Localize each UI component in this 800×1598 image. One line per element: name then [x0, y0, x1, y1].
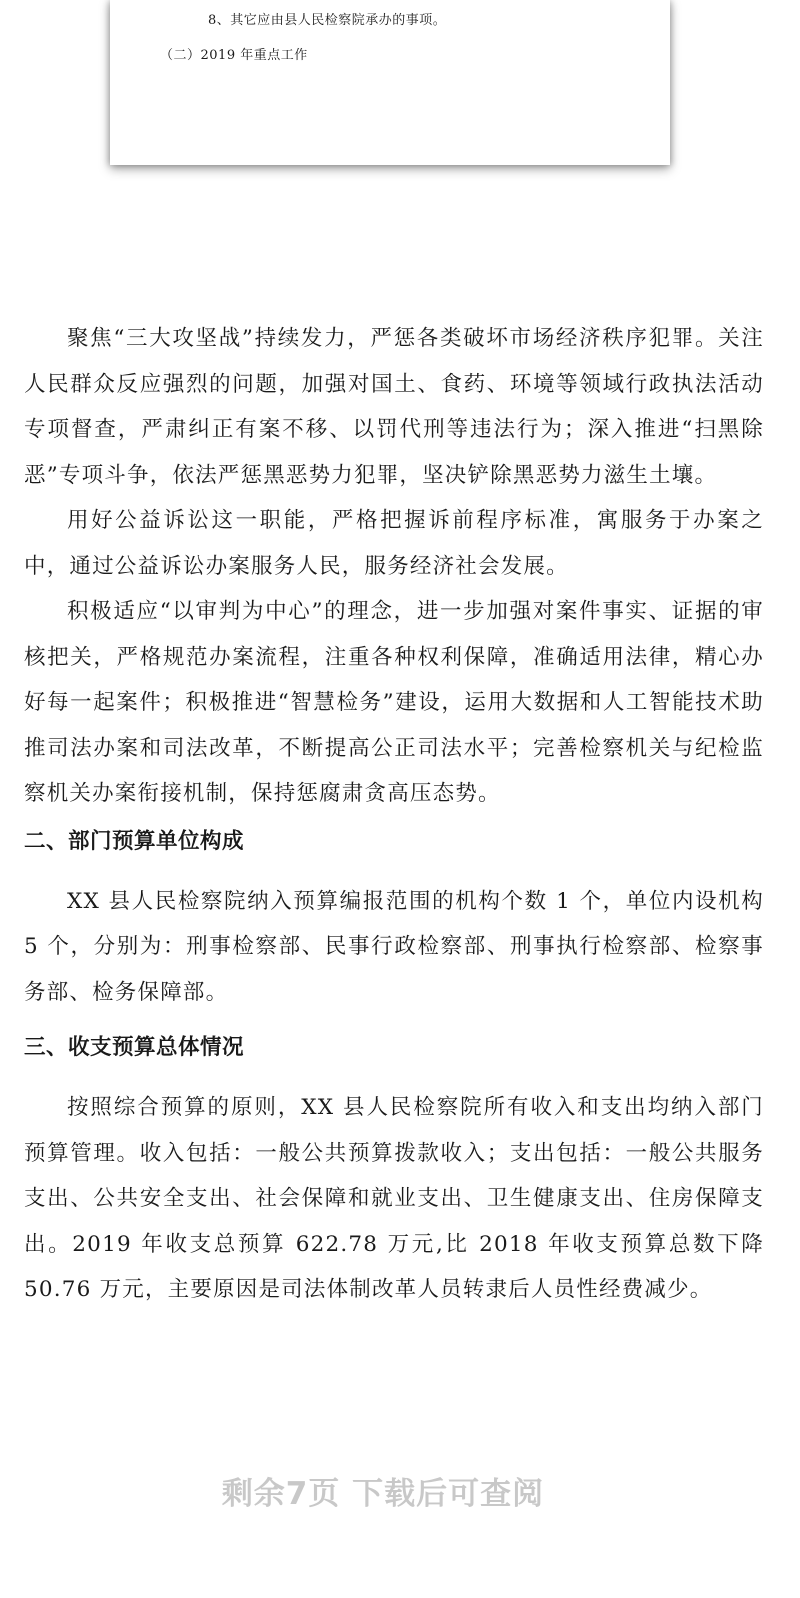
section-heading-budget-overview: 三、收支预算总体情况	[24, 1035, 245, 1060]
paragraph-trial-centered: 积极适应“以审判为中心”的理念，进一步加强对案件事实、证据的审核把关，严格规范办案流程，注重各种权利保障，准确适用法律，精心办好每一起案件；积极推进“智慧检务”建设，运用大数据和人工智能技术助推司法办案和司法改革，不断提高公正司法水平；完善检察机关与纪检监察机关办案衔接机制，保持惩腐肃贪高压态势。	[24, 599, 764, 806]
paragraph-budget-units: XX 县人民检察院纳入预算编报范围的机构个数 1 个，单位内设机构 5 个，分别为：刑事检察部、民事行政检察部、刑事执行检察部、检察事务部、检务保障部。	[24, 888, 764, 1005]
document-body	[24, 316, 764, 1313]
paragraph-crime-crackdown: 聚焦“三大攻坚战”持续发力，严惩各类破坏市场经济秩序犯罪。关注人民群众反应强烈的问题，加强对国土、食药、环境等领域行政执法活动专项督查，严肃纠正有案不移、以罚代刑等违法行为；深入推进“扫黑除恶”专项斗争，依法严惩黑恶势力犯罪，坚决铲除黑恶势力滋生土壤。	[24, 326, 764, 488]
page-preview-card	[110, 0, 670, 165]
preview-subheading: （二）2019 年重点工作	[160, 48, 308, 63]
preview-item-8: 8、其它应由县人民检察院承办的事项。	[208, 13, 447, 28]
paragraph-public-interest: 用好公益诉讼这一职能，严格把握诉前程序标准，寓服务于办案之中，通过公益诉讼办案服务人民，服务经济社会发展。	[24, 508, 764, 579]
paragraph-budget-overview: 按照综合预算的原则，XX 县人民检察院所有收入和支出均纳入部门预算管理。收入包括：一般公共预算拨款收入；支出包括：一般公共服务支出、公共安全支出、社会保障和就业支出、卫生健康支出、住房保障支出。2019 年收支总预算 622.78 万元,比 2018 年收支预算总数下降 50.76 万元，主要原因是司法体制改革人员转隶后人员性经费减少。	[24, 1095, 764, 1302]
remaining-pages-notice[interactable]: 剩余7页 下载后可查阅	[221, 1476, 545, 1512]
section-heading-budget-units: 二、部门预算单位构成	[24, 828, 245, 854]
